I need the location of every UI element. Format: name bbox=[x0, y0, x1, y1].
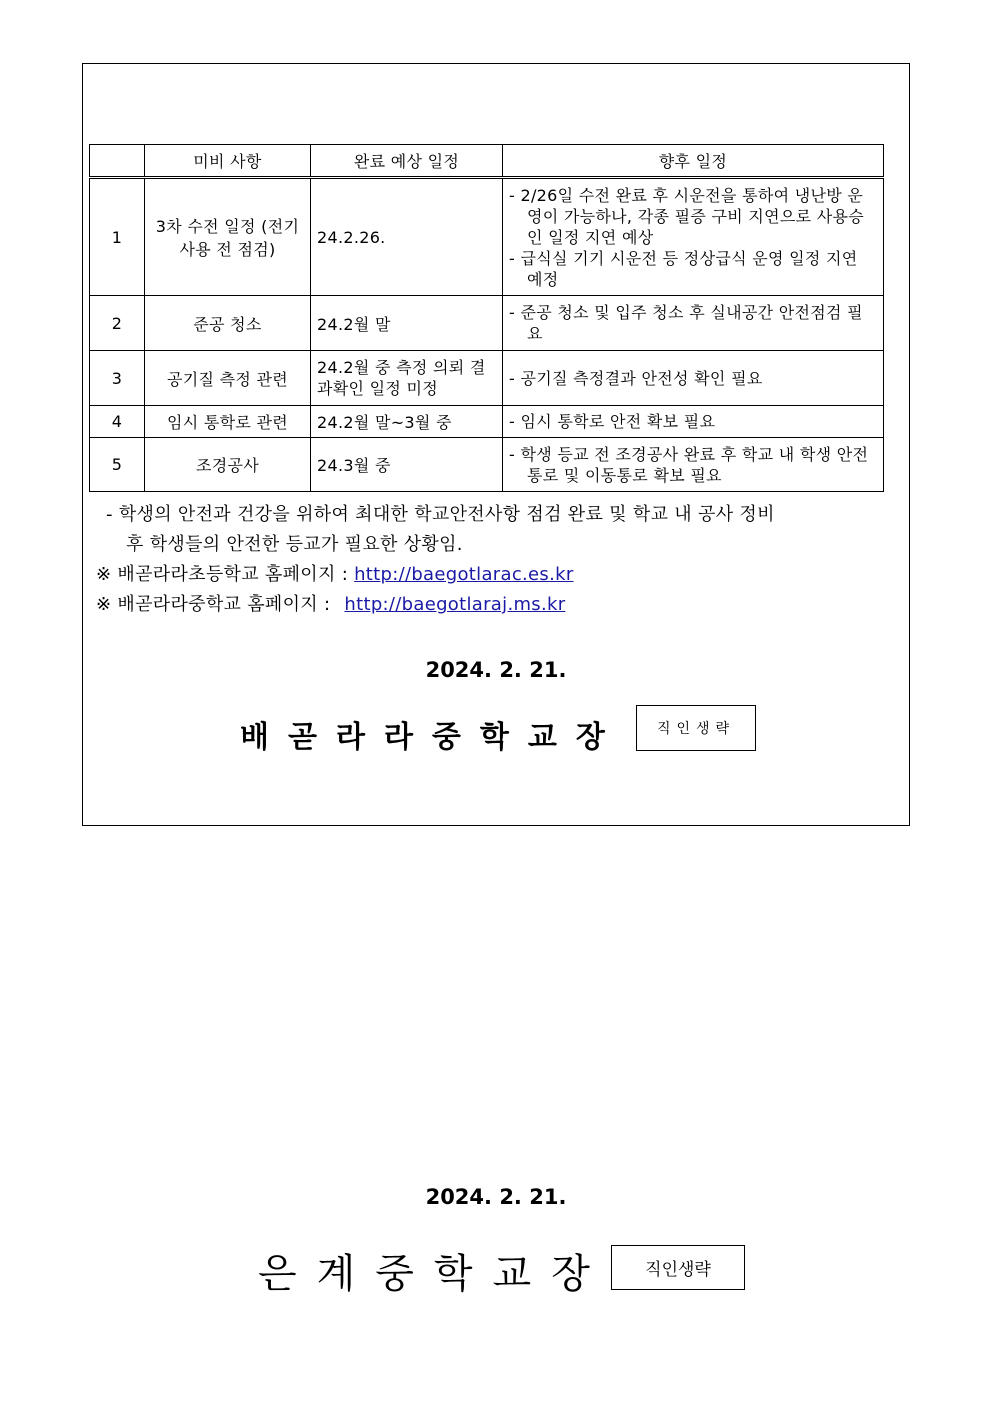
table-row bbox=[90, 438, 884, 492]
row-item: 공기질 측정 관련 bbox=[145, 351, 311, 406]
table-row bbox=[90, 178, 884, 296]
inner-stamp-box: 직인생략 bbox=[636, 705, 756, 751]
row-notes bbox=[503, 351, 884, 406]
middle-link[interactable]: http://baegotlaraj.ms.kr bbox=[344, 594, 566, 615]
row-date: 24.3월 중 bbox=[311, 438, 503, 492]
row-number: 5 bbox=[90, 438, 145, 492]
elementary-homepage bbox=[96, 560, 775, 590]
header-plan: 향후 일정 bbox=[503, 145, 884, 178]
row-item: 임시 통학로 관련 bbox=[145, 406, 311, 438]
row-note: - 공기질 측정결과 안전성 확인 필요 bbox=[509, 368, 763, 388]
header-number bbox=[90, 145, 145, 178]
summary-line: - 학생의 안전과 건강을 위하여 최대한 학교안전사항 점검 완료 및 학교 내 공사 정비 bbox=[106, 504, 775, 525]
outer-stamp-box: 직인생략 bbox=[611, 1245, 745, 1290]
row-notes bbox=[503, 406, 884, 438]
row-date: 24.2월 말~3월 중 bbox=[311, 406, 503, 438]
table-row bbox=[90, 296, 884, 351]
row-note: - 급식실 기기 시운전 등 정상급식 운영 일정 지연 예정 bbox=[509, 248, 858, 289]
row-notes bbox=[503, 438, 884, 492]
row-notes bbox=[503, 178, 884, 296]
table-header-row bbox=[90, 145, 884, 178]
outer-date: 2024. 2. 21. bbox=[425, 1185, 567, 1209]
inner-date: 2024. 2. 21. bbox=[425, 658, 567, 682]
middle-homepage bbox=[96, 590, 775, 620]
row-number: 4 bbox=[90, 406, 145, 438]
row-date: 24.2월 말 bbox=[311, 296, 503, 351]
header-item: 미비 사항 bbox=[145, 145, 311, 178]
elementary-label: ※ 배곧라라초등학교 홈페이지 : bbox=[96, 564, 355, 585]
elementary-link[interactable]: http://baegotlarac.es.kr bbox=[354, 564, 574, 585]
table-row bbox=[90, 406, 884, 438]
table-row bbox=[90, 351, 884, 406]
middle-label: ※ 배곧라라중학교 홈페이지 : bbox=[96, 594, 337, 615]
row-note: - 2/26일 수전 완료 후 시운전을 통하여 냉난방 운영이 가능하나, 각종 필증 구비 지연으로 사용승인 일정 지연 예상 bbox=[509, 185, 865, 247]
summary-line: 후 학생들의 안전한 등교가 필요한 상황임. bbox=[126, 534, 463, 555]
outer-principal: 은계중학교장 bbox=[258, 1251, 610, 1297]
row-note: - 임시 통학로 안전 확보 필요 bbox=[509, 412, 716, 431]
schedule-table bbox=[89, 144, 884, 492]
row-item: 조경공사 bbox=[145, 438, 311, 492]
row-number: 1 bbox=[90, 178, 145, 296]
inner-principal: 배곧라라중학교장 bbox=[240, 720, 624, 755]
row-note: - 학생 등교 전 조경공사 완료 후 학교 내 학생 안전통로 및 이동통로 확보 필요 bbox=[509, 444, 869, 485]
notes-section bbox=[96, 500, 775, 620]
row-note: - 준공 청소 및 입주 청소 후 실내공간 안전점검 필요 bbox=[509, 303, 863, 343]
row-notes bbox=[503, 296, 884, 351]
row-date: 24.2월 중 측정 의뢰 결과확인 일정 미정 bbox=[311, 351, 503, 406]
row-date: 24.2.26. bbox=[311, 178, 503, 296]
row-number: 2 bbox=[90, 296, 145, 351]
header-date: 완료 예상 일정 bbox=[311, 145, 503, 178]
row-item: 3차 수전 일정 (전기 사용 전 점검) bbox=[145, 178, 311, 296]
row-number: 3 bbox=[90, 351, 145, 406]
row-item: 준공 청소 bbox=[145, 296, 311, 351]
